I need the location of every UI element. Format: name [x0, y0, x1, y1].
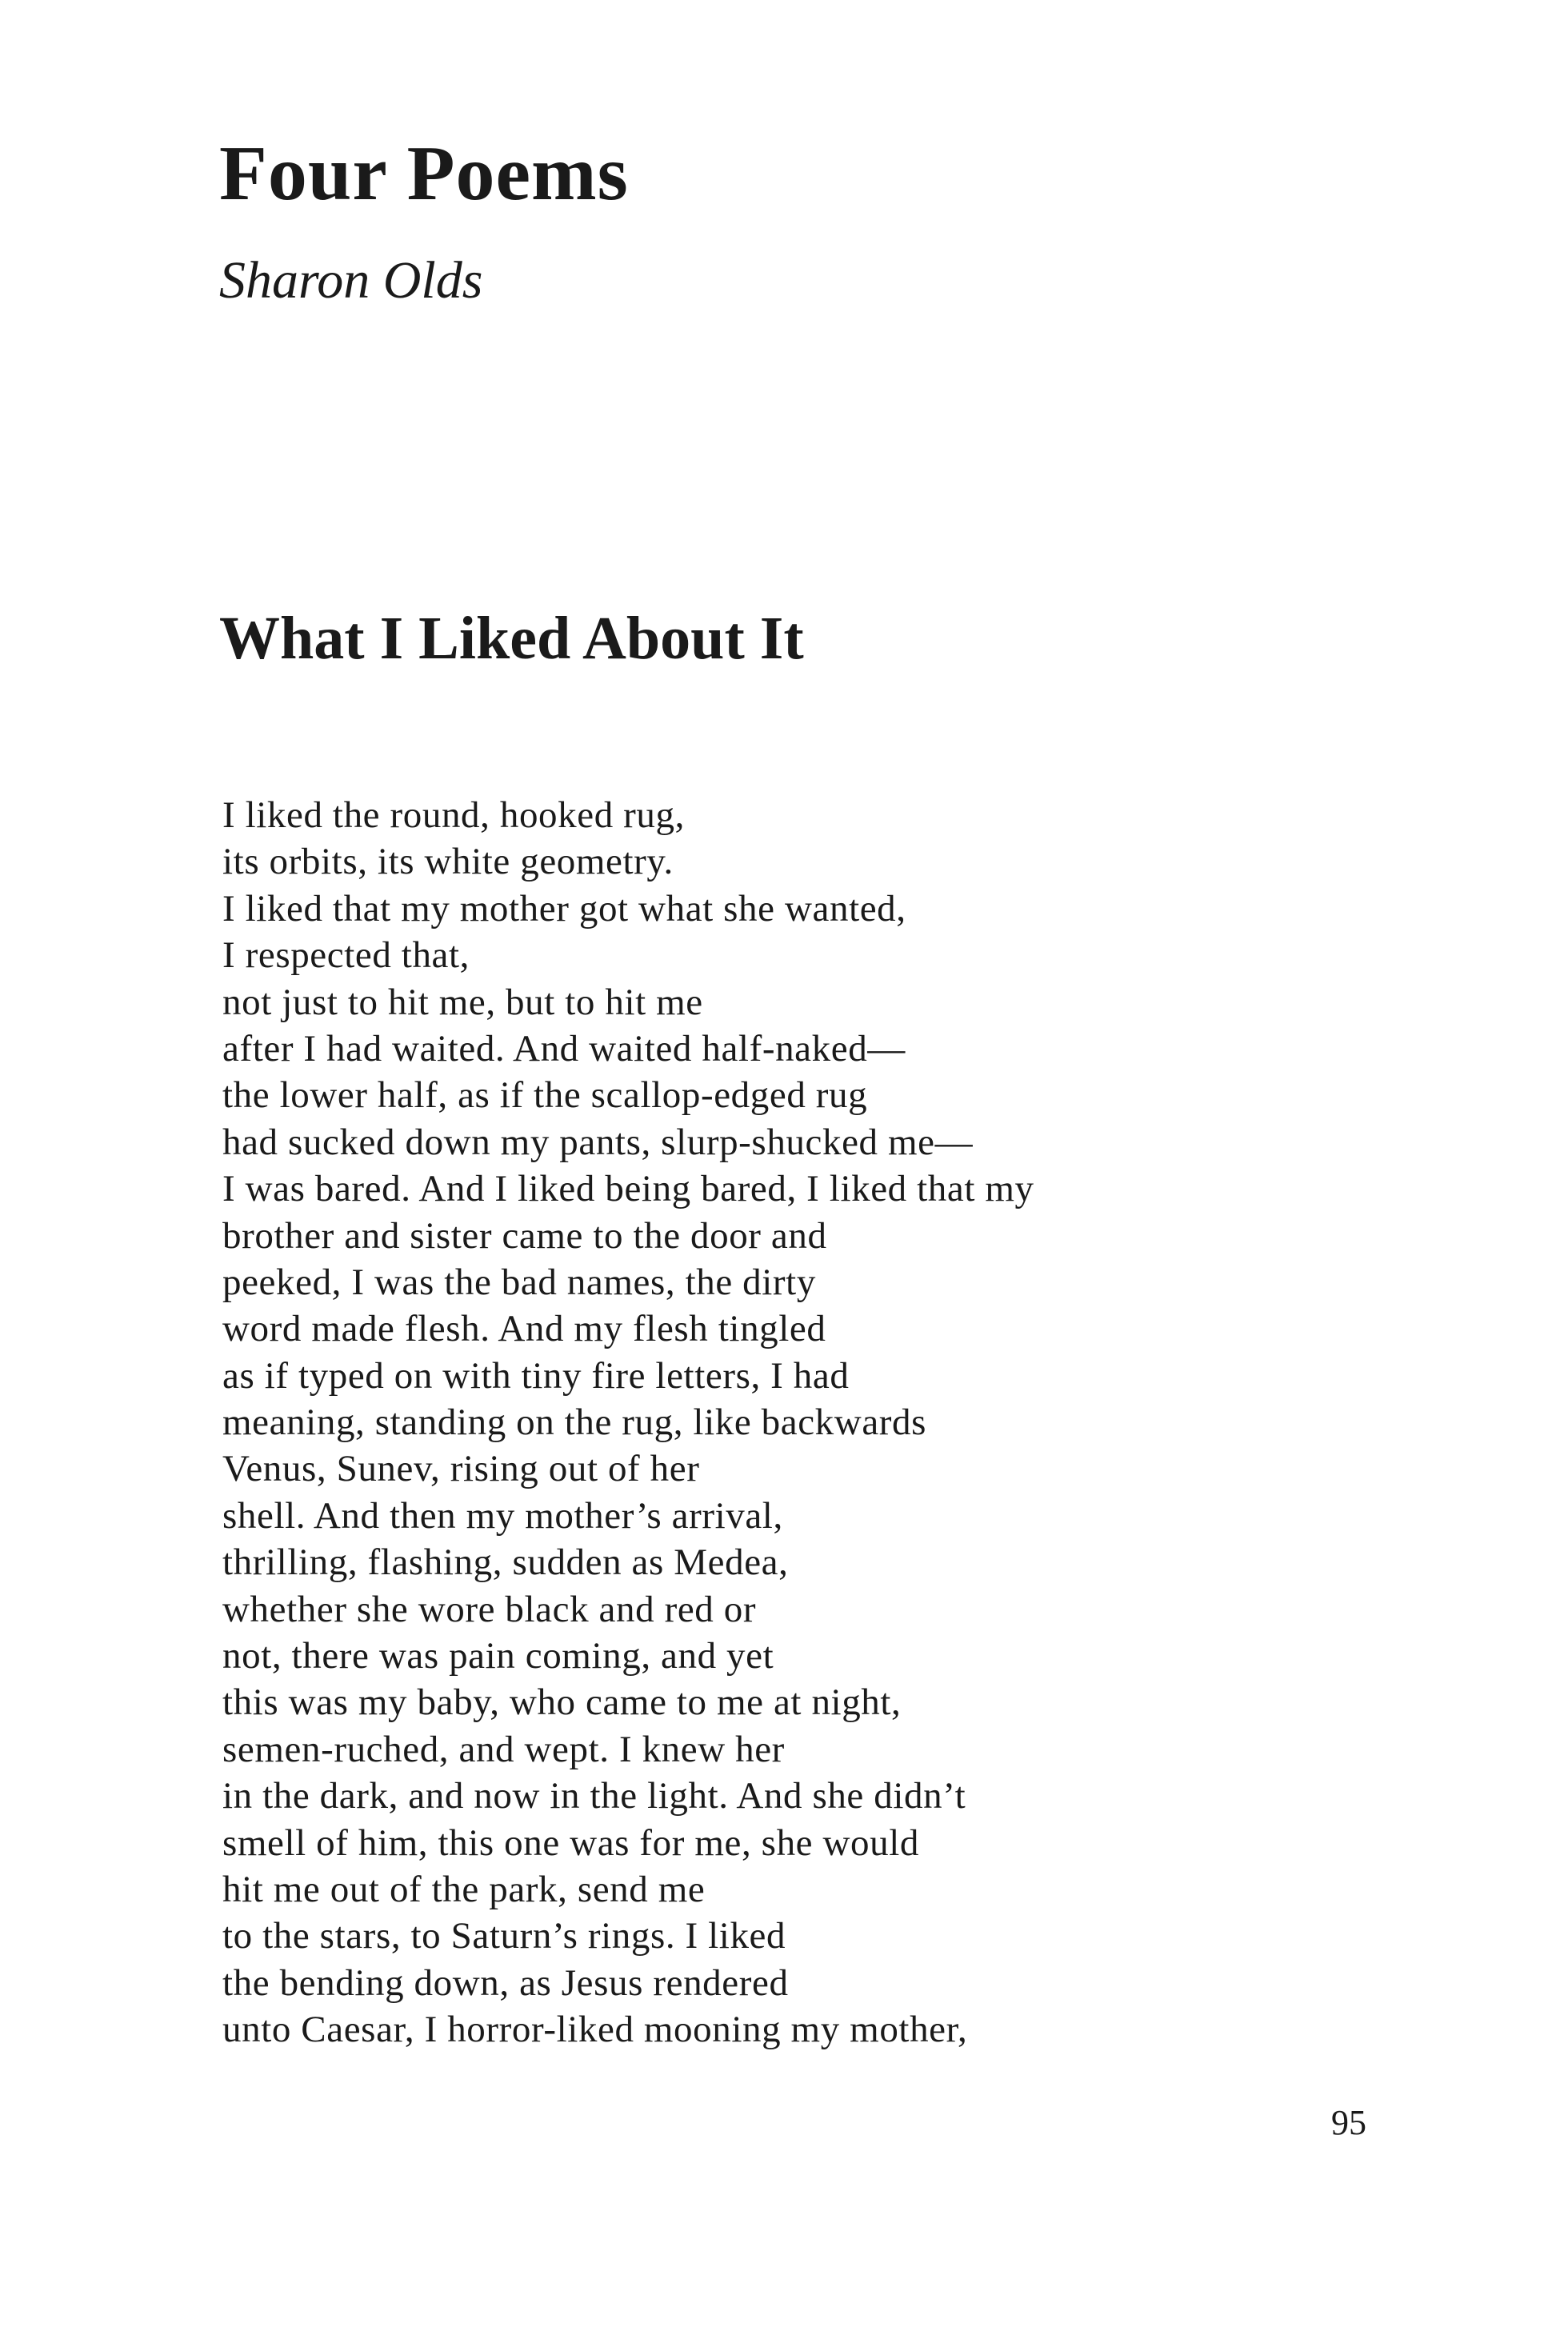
- poem-line: word made flesh. And my flesh tingled: [222, 1308, 826, 1350]
- poem-line: smell of him, this one was for me, she would: [222, 1821, 919, 1864]
- poem-line: Venus, Sunev, rising out of her: [222, 1448, 700, 1490]
- poem-line: thrilling, flashing, sudden as Medea,: [222, 1541, 789, 1584]
- poem-line: I was bared. And I liked being bared, I liked that my: [222, 1168, 1034, 1210]
- poem-title: What I Liked About It: [219, 605, 804, 672]
- poem-line: semen-ruched, and wept. I knew her: [222, 1728, 785, 1770]
- poem-line: meaning, standing on the rug, like backwards: [222, 1401, 927, 1444]
- poem-line: had sucked down my pants, slurp-shucked me—: [222, 1121, 974, 1163]
- poem-line: the lower half, as if the scallop-edged rug: [222, 1074, 868, 1117]
- poem-line: not, there was pain coming, and yet: [222, 1635, 774, 1677]
- poem-line: to the stars, to Saturn’s rings. I liked: [222, 1915, 786, 1957]
- poem-line: the bending down, as Jesus rendered: [222, 1961, 789, 2004]
- collection-title: Four Poems: [219, 130, 629, 217]
- poem-line: brother and sister came to the door and: [222, 1214, 827, 1257]
- poem-line: this was my baby, who came to me at night,: [222, 1681, 902, 1724]
- poem-line: shell. And then my mother’s arrival,: [222, 1494, 783, 1537]
- poem-line: as if typed on with tiny fire letters, I had: [222, 1354, 850, 1397]
- poem-line: whether she wore black and red or: [222, 1588, 757, 1630]
- poem-line: unto Caesar, I horror-liked mooning my mother,: [222, 2009, 968, 2051]
- poem-line: hit me out of the park, send me: [222, 1868, 706, 1910]
- poem-line: peeked, I was the bad names, the dirty: [222, 1261, 816, 1303]
- poem-body: [222, 792, 1422, 2053]
- poem-line: I liked the round, hooked rug,: [222, 794, 685, 836]
- poem-line: not just to hit me, but to hit me: [222, 981, 703, 1023]
- poem-line: I respected that,: [222, 934, 470, 977]
- poem-line: I liked that my mother got what she wanted,: [222, 887, 906, 930]
- poem-line: in the dark, and now in the light. And she didn’t: [222, 1775, 966, 1817]
- poem-line: its orbits, its white geometry.: [222, 841, 674, 883]
- author-name: Sharon Olds: [219, 251, 483, 310]
- poem-line: after I had waited. And waited half-naked—: [222, 1027, 906, 1070]
- page-number: 95: [1331, 2103, 1366, 2142]
